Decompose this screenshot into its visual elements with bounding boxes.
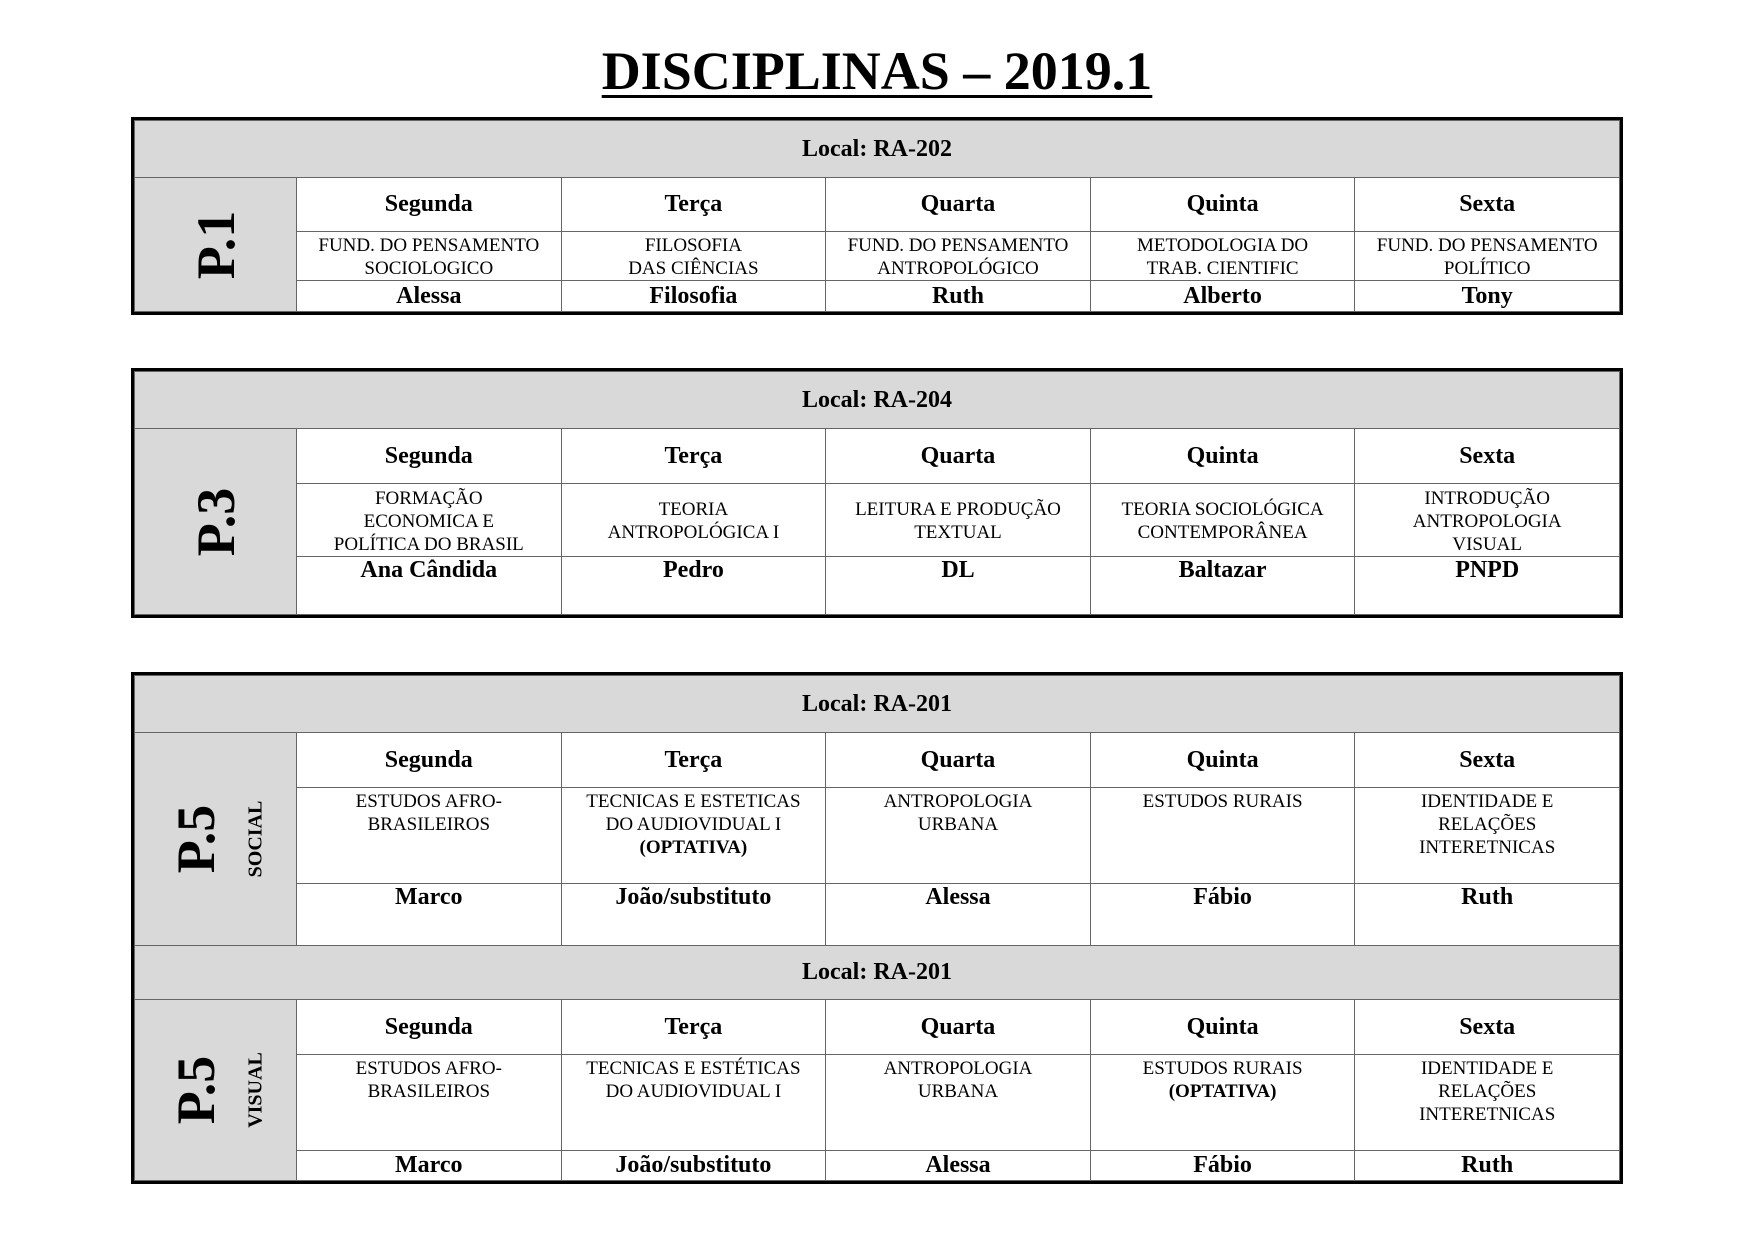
teacher-cell: Pedro [561,557,826,615]
subject-line: ECONOMICA E [363,510,494,532]
subject-line: ANTROPOLOGIA [883,1058,1033,1079]
subject-line: DAS CIÊNCIAS [628,258,759,279]
subject-cell [1090,788,1355,884]
teacher-cell: Alessa [297,281,562,312]
day-header: Quinta [1090,1000,1355,1055]
day-header: Quinta [1090,733,1355,788]
subject-line: FUND. DO PENSAMENTO [1376,235,1598,256]
subject-cell [1090,1055,1355,1151]
day-header: Terça [561,429,826,484]
subject-cell [297,788,562,884]
subject-cell [1355,484,1620,557]
teacher-cell: Ruth [1355,1151,1620,1181]
optativa-tag: (OPTATIVA) [639,837,748,858]
track-label: SOCIAL [244,800,267,878]
page-title: DISCIPLINAS – 2019.1 [601,41,1153,101]
subject-line: TECNICAS E ESTETICAS [586,791,801,812]
period-cell [135,1000,297,1181]
subject-line: TEORIA SOCIOLÓGICA [1121,499,1324,520]
subject-cell [1090,232,1355,281]
subject-cell [297,232,562,281]
teacher-cell: Ruth [826,281,1091,312]
period-label: P.3 [185,487,246,556]
day-header: Quarta [826,429,1091,484]
day-header: Sexta [1355,733,1620,788]
subject-line: SOCIOLOGICO [364,258,494,279]
subject-line: TEORIA [658,499,729,520]
subject-line: CONTEMPORÂNEA [1137,522,1308,543]
period-cell [135,429,297,615]
subject-line: ANTROPOLOGIA [883,791,1033,812]
subject-line: DO AUDIOVIDUAL I [605,1081,782,1102]
local-header: Local: RA-204 [135,372,1620,429]
teacher-cell: PNPD [1355,557,1620,615]
subject-cell [297,1055,562,1151]
subject-cell [1355,788,1620,884]
teacher-cell: Marco [297,884,562,946]
subject-line: TRAB. CIENTIFIC [1146,258,1299,279]
subject-line: INTERETNICAS [1419,1104,1556,1125]
teacher-cell: Alessa [826,1151,1091,1181]
subject-line: BRASILEIROS [367,1081,491,1102]
subject-cell [826,788,1091,884]
day-header: Quinta [1090,429,1355,484]
teacher-cell: Ana Cândida [297,557,562,615]
subject-cell [561,484,826,557]
day-header: Segunda [297,733,562,788]
subject-line: RELAÇÕES [1438,814,1537,835]
subject-line: TEXTUAL [914,522,1002,543]
subject-line: IDENTIDADE E [1420,1058,1554,1079]
teacher-cell: Filosofia [561,281,826,312]
subject-cell [1355,1055,1620,1151]
optativa-tag: (OPTATIVA) [1168,1081,1277,1102]
local-header: Local: RA-201 [135,676,1620,733]
day-header: Sexta [1355,1000,1620,1055]
subject-line: POLÍTICO [1443,258,1531,279]
subject-line: ESTUDOS RURAIS [1142,1058,1303,1079]
period-label: P.5 [166,1055,227,1125]
schedule-table-p1 [131,117,1623,315]
subject-line: FUND. DO PENSAMENTO [847,235,1069,256]
day-header: Quinta [1090,178,1355,232]
teacher-cell: João/substituto [561,884,826,946]
subject-line: URBANA [917,814,999,835]
day-header: Quarta [826,1000,1091,1055]
subject-line: TECNICAS E ESTÉTICAS [586,1058,801,1079]
subject-line: BRASILEIROS [367,814,491,835]
day-header: Segunda [297,429,562,484]
subject-cell [297,484,562,557]
schedule-table-p3 [131,368,1623,618]
day-header: Sexta [1355,178,1620,232]
subject-line: URBANA [917,1081,999,1102]
subject-line: ANTROPOLÓGICO [877,258,1039,279]
teacher-cell: DL [826,557,1091,615]
subject-line: ESTUDOS AFRO- [355,1058,502,1079]
period-label: P.1 [185,210,246,279]
teacher-cell: Alberto [1090,281,1355,312]
teacher-cell: Ruth [1355,884,1620,946]
subject-line: FUND. DO PENSAMENTO [318,235,540,256]
teacher-cell: Fábio [1090,884,1355,946]
subject-cell [826,1055,1091,1151]
subject-line: FILOSOFIA [644,235,742,256]
day-header: Quarta [826,733,1091,788]
subject-line: ANTROPOLOGIA [1412,510,1562,532]
teacher-cell: Marco [297,1151,562,1181]
subject-line: ANTROPOLÓGICA I [607,522,780,543]
subject-cell [826,484,1091,557]
subject-line: LEITURA E PRODUÇÃO [855,499,1061,520]
subject-line: INTRODUÇÃO [1424,487,1550,509]
period-label: P.5 [166,804,227,874]
subject-line: FORMAÇÃO [374,487,483,509]
day-header: Quarta [826,178,1091,232]
subject-cell [561,788,826,884]
teacher-cell: Baltazar [1090,557,1355,615]
subject-cell [826,232,1091,281]
day-header: Segunda [297,178,562,232]
track-label: VISUAL [244,1052,267,1128]
subject-cell [1355,232,1620,281]
subject-line: METODOLOGIA DO [1136,235,1309,256]
subject-line: RELAÇÕES [1438,1081,1537,1102]
local-header: Local: RA-201 [135,946,1620,1000]
day-header: Sexta [1355,429,1620,484]
subject-line: ESTUDOS AFRO- [355,791,502,812]
day-header: Terça [561,733,826,788]
subject-cell [561,232,826,281]
period-cell [135,178,297,312]
subject-line: INTERETNICAS [1419,837,1556,858]
subject-cell [1090,484,1355,557]
schedule-table-p5 [131,672,1623,1184]
subject-line: ESTUDOS RURAIS [1142,791,1303,812]
day-header: Terça [561,1000,826,1055]
day-header: Terça [561,178,826,232]
teacher-cell: Alessa [826,884,1091,946]
teacher-cell: João/substituto [561,1151,826,1181]
subject-cell [561,1055,826,1151]
day-header: Segunda [297,1000,562,1055]
teacher-cell: Fábio [1090,1151,1355,1181]
subject-line: VISUAL [1452,533,1523,555]
subject-line: DO AUDIOVIDUAL I [605,814,782,835]
period-cell [135,733,297,946]
subject-line: IDENTIDADE E [1420,791,1554,812]
teacher-cell: Tony [1355,281,1620,312]
subject-line: POLÍTICA DO BRASIL [333,533,524,555]
local-header: Local: RA-202 [135,121,1620,178]
